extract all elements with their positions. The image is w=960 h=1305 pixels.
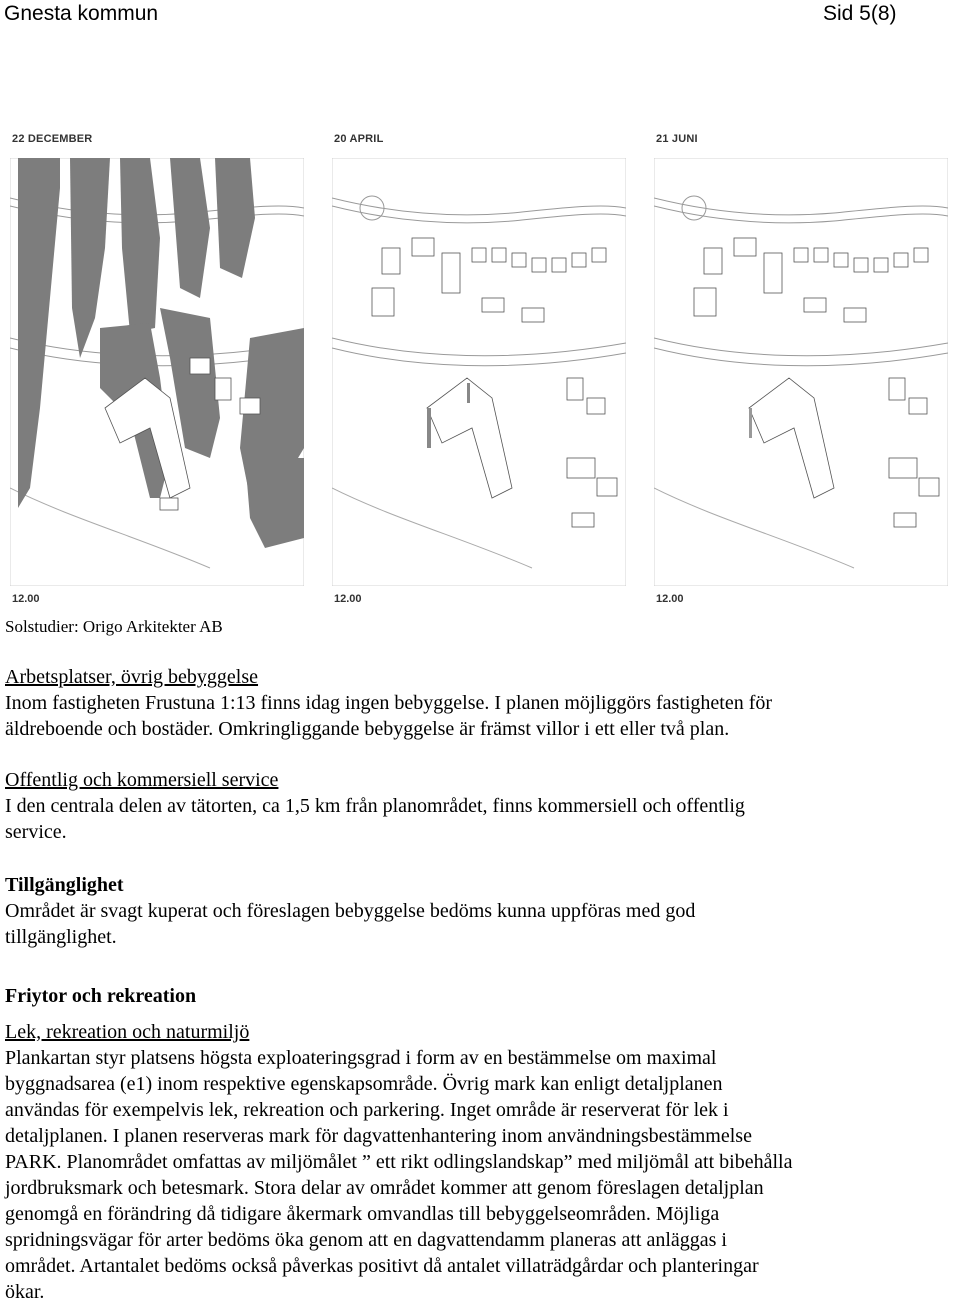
paragraph-line: detaljplanen. I planen reserveras mark för dagvattenhantering inom användningsbestämmelse [5,1125,752,1147]
page-number: Sid 5(8) [823,2,897,25]
figure-caption: Solstudier: Origo Arkitekter AB [5,617,223,636]
panel-date-label: 21 JUNI [656,133,698,145]
site-plan-shadow-map [332,158,626,586]
paragraph-line: Inom fastigheten Frustuna 1:13 finns idag ingen bebyggelse. I planen möjliggörs fastigheten för [5,692,773,714]
panel-time-label: 12.00 [12,593,40,605]
section-heading: Tillgänglighet [5,874,124,896]
section-title: Friytor och rekreation [5,985,197,1007]
paragraph-line: äldreboende och bostäder. Omkringliggande bebyggelse är främst villor i ett eller två plan. [5,718,730,740]
paragraph-line: byggnadsarea (e1) inom respektive egenskapsområde. Övrig mark kan enligt detaljplanen [5,1073,723,1095]
panel-time-label: 12.00 [656,593,684,605]
section-friytor [5,983,955,1305]
site-plan-shadow-map [10,158,304,586]
section-tillganglighet [5,872,955,950]
paragraph-line: PARK. Planområdet omfattas av miljömålet ” ett rikt odlingslandskap” med miljömål att bibehålla [5,1151,793,1173]
paragraph-line: Området är svagt kuperat och föreslagen bebyggelse bedöms kunna uppföras med god [5,900,696,922]
paragraph-line: användas för exempelvis lek, rekreation och parkering. Inget område är reserverat för lek i [5,1099,729,1121]
section-arbetsplatser [5,664,955,742]
paragraph-line: Plankartan styr platsens högsta exploateringsgrad i form av en bestämmelse om maximal [5,1047,717,1069]
panel-date-label: 22 DECEMBER [12,133,93,145]
section-heading: Offentlig och kommersiell service [5,769,279,791]
paragraph-line: ökar. [5,1281,45,1303]
page-header [0,0,960,30]
paragraph-line: området. Artantalet bedöms också påverkas positivt då antalet villaträdgårdar och planteringar [5,1255,759,1277]
section-heading: Lek, rekreation och naturmiljö [5,1021,250,1043]
paragraph-line: service. [5,821,67,843]
site-plan-shadow-map [654,158,948,586]
sun-study-panel-december [4,128,309,610]
sun-study-panel-june [648,128,953,610]
paragraph-line: I den centrala delen av tätorten, ca 1,5 km från planområdet, finns kommersiell och offentlig [5,795,745,817]
municipality-name: Gnesta kommun [4,2,159,25]
paragraph-line: tillgänglighet. [5,926,117,948]
sun-study-figure [0,128,960,618]
paragraph-line: genomgå en förändring då tidigare åkermark omvandlas till bebyggelseområden. Möjliga [5,1203,720,1225]
paragraph-line: spridningsvägar för arter bedöms öka genom att en dagvattendamm planeras att anläggas i [5,1229,727,1251]
sun-study-panel-april [326,128,631,610]
panel-time-label: 12.00 [334,593,362,605]
paragraph-line: jordbruksmark och betesmark. Stora delar av området kommer att genom föreslagen detaljplan [5,1177,764,1199]
section-heading: Arbetsplatser, övrig bebyggelse [5,666,259,688]
section-service [5,767,955,845]
panel-date-label: 20 APRIL [334,133,384,145]
